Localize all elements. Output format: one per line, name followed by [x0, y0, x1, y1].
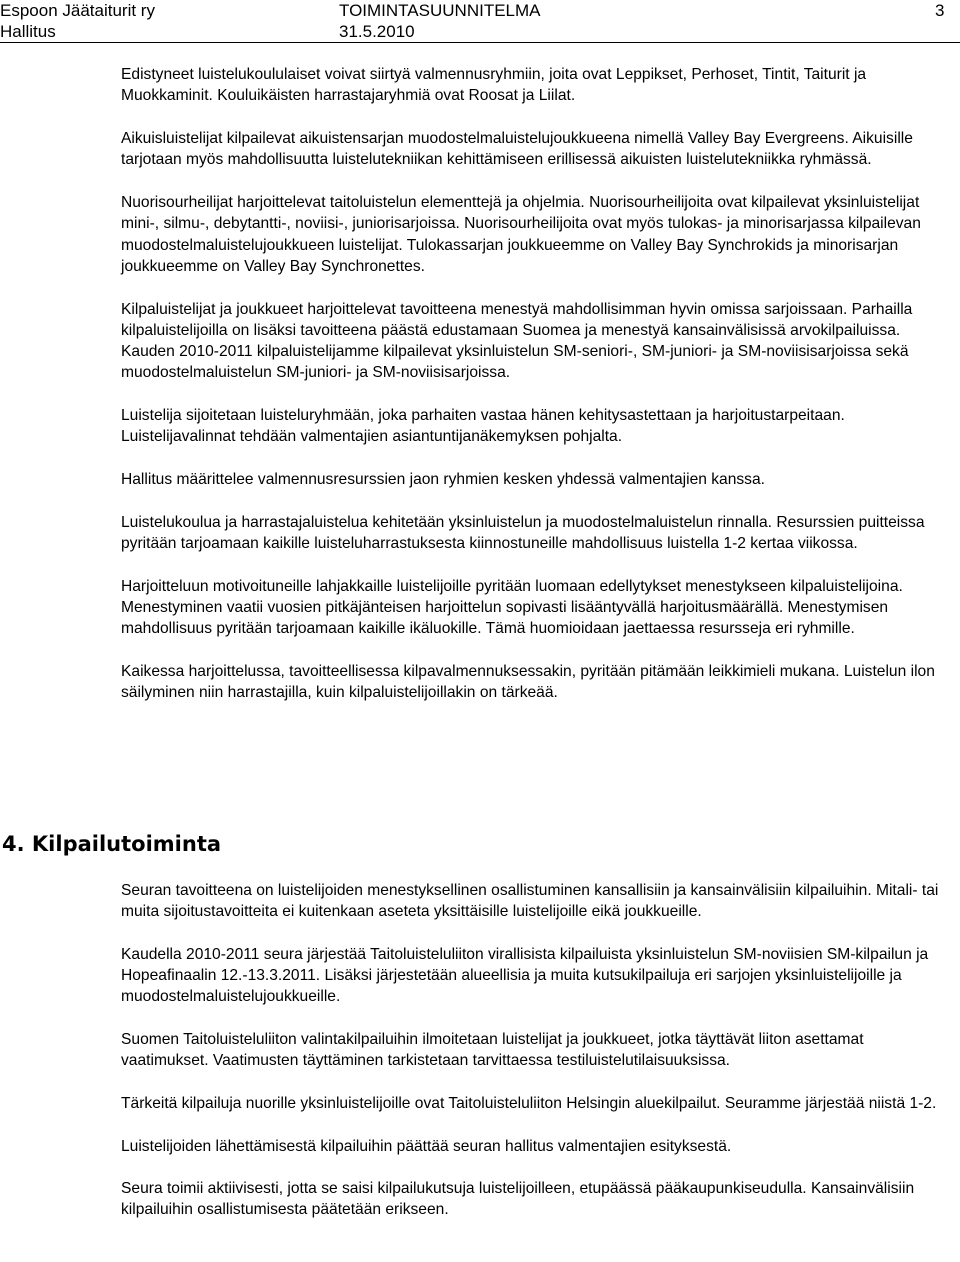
paragraph-youth-athletes: Nuorisourheilijat harjoittelevat taitoluistelun elementtejä ja ohjelmia. Nuorisourheilijoita ovat kilpailevat yksinluistelijat mini-, silmu-, debytantti-, noviisi-, juniorisarjoissa. Nuorisourheilijoita ovat myös tulokas- ja minorisarjassa kilpailevan muodostelmaluistelujoukkueen luistelijat. Tulokassarjan joukkueemme on Valley Bay Synchrokids ja minorisarjan joukkueemme on Valley Bay Synchronettes.	[121, 193, 921, 275]
paragraph-resource-allocation: Hallitus määrittelee valmennusresurssien jaon ryhmien kesken yhdessä valmentajien kanssa.	[121, 471, 765, 489]
paragraph-training-groups: Edistyneet luistelukoululaiset voivat siirtyä valmennusryhmiin, joita ovat Leppikset, Perhoset, Tintit, Taiturit ja Muokkaminit. Kouluikäisten harrastajaryhmiä ovat Roosat ja Liilat.	[121, 66, 867, 105]
paragraph-group-placement: Luistelija sijoitetaan luisteluryhmään, joka parhaiten vastaa hänen kehitysastettaan ja harjoitustarpeitaan. Luistelijavalinnat tehdään valmentajien asiantuntijanäkemyksen pohjalta.	[121, 407, 845, 446]
paragraph-playfulness: Kaikessa harjoittelussa, tavoitteellisessa kilpavalmennuksessakin, pyritään pitämään leikkimieli mukana. Luistelun ilon säilyminen niin harrastajilla, kuin kilpaluistelijoillakin on tärkeää.	[121, 663, 935, 702]
section-heading-competitions: 4. Kilpailutoiminta	[2, 832, 222, 856]
paragraph-talented-skaters: Harjoitteluun motivoituneille lahjakkaille luistelijoille pyritään luomaan edellytykset menestykseen kilpaluistelijoina. Menestyminen vaatii vuosien pitkäjänteisen harjoittelun sopivasti lisääntyvällä harjoitusmäärällä. Menestymisen mahdollisuus pyritään tarjoamaan kaikille ikäluokille. Tämä huomioidaan jaettaessa resursseja eri ryhmille.	[121, 577, 903, 638]
page-header	[0, 0, 960, 44]
paragraph-skating-school: Luistelukoulua ja harrastajaluistelua kehitetään yksinluistelun ja muodostelmaluistelun rinnalla. Resurssien puitteissa pyritään tarjoamaan kaikille luisteluharrastuksesta kiinnostuneille mahdollisuus luistella 1-2 kertaa viikossa.	[121, 513, 925, 553]
paragraph-competition-goals: Seuran tavoitteena on luistelijoiden menestyksellinen osallistuminen kansallisiin ja kansainvälisiin kilpailuihin. Mitali- tai muita sijoitustavoitteita ei kuitenkaan aseteta yksittäisille luistelijoille eikä joukkueille.	[121, 882, 939, 921]
header-rule	[0, 42, 960, 43]
header-row-2	[0, 21, 960, 42]
section-body-text	[121, 880, 955, 1242]
paragraph-competition-decisions: Luistelijoiden lähettämisestä kilpailuihin päättää seuran hallitus valmentajien esityksestä.	[121, 1137, 732, 1155]
paragraph-regional-competitions: Tärkeitä kilpailuja nuorille yksinluistelijoille ovat Taitoluisteluliiton Helsingin aluekilpailut. Seuramme järjestää niistä 1-2.	[121, 1094, 937, 1112]
paragraph-selection-competitions: Suomen Taitoluisteluliiton valintakilpailuihin ilmoitetaan luistelijat ja joukkueet, jotka täyttävät liiton asettamat vaatimukset. Vaatimusten täyttäminen tarkistetaan tarvittaessa testiluistelutilaisuuksissa.	[121, 1031, 864, 1070]
header-date: 31.5.2010	[339, 22, 415, 41]
paragraph-competitive-skaters: Kilpaluistelijat ja joukkueet harjoittelevat tavoitteena menestyä mahdollisimman hyvin omissa sarjoissaan. Parhailla kilpaluistelijoilla on lisäksi tavoitteena päästä edustamaan Suomea ja menestyä kansainvälisissä arvokilpailuissa. Kauden 2010-2011 kilpaluistelijamme kilpailevat yksinluistelun SM-seniori-, SM-juniori- ja SM-noviisisarjoissa sekä muodostelmaluistelun SM-juniori- ja SM-noviisisarjoissa.	[121, 300, 913, 382]
header-author: Hallitus	[0, 22, 56, 41]
header-page-number: 3	[935, 1, 945, 20]
body-text	[121, 64, 955, 725]
paragraph-adult-skaters: Aikuisluistelijat kilpailevat aikuistensarjan muodostelmaluistelujoukkueena nimellä Valley Bay Evergreens. Aikuisille tarjotaan myös mahdollisuutta luistelutekniikan kehittämiseen erillisessä aikuisten luistelutekniikka ryhmässä.	[121, 129, 913, 169]
header-row-1	[0, 0, 960, 21]
paragraph-invitations: Seura toimii aktiivisesti, jotta se saisi kilpailukutsuja luistelijoilleen, etupäässä pääkaupunkiseudulla. Kansainvälisiin kilpailuihin osallistumisesta päätetään erikseen.	[121, 1180, 915, 1219]
paragraph-season-competitions: Kaudella 2010-2011 seura järjestää Taitoluisteluliiton virallisista kilpailuista yksinluistelun SM-noviisien SM-kilpailun ja Hopeafinaalin 12.-13.3.2011. Lisäksi järjestetään alueellisia ja muita kutsukilpailuja eri sarjojen yksinluistelijoille ja muodostelmaluistelujoukkueille.	[121, 945, 929, 1006]
header-organization: Espoon Jäätaiturit ry	[0, 1, 155, 20]
header-document-title: TOIMINTASUUNNITELMA	[339, 1, 541, 20]
